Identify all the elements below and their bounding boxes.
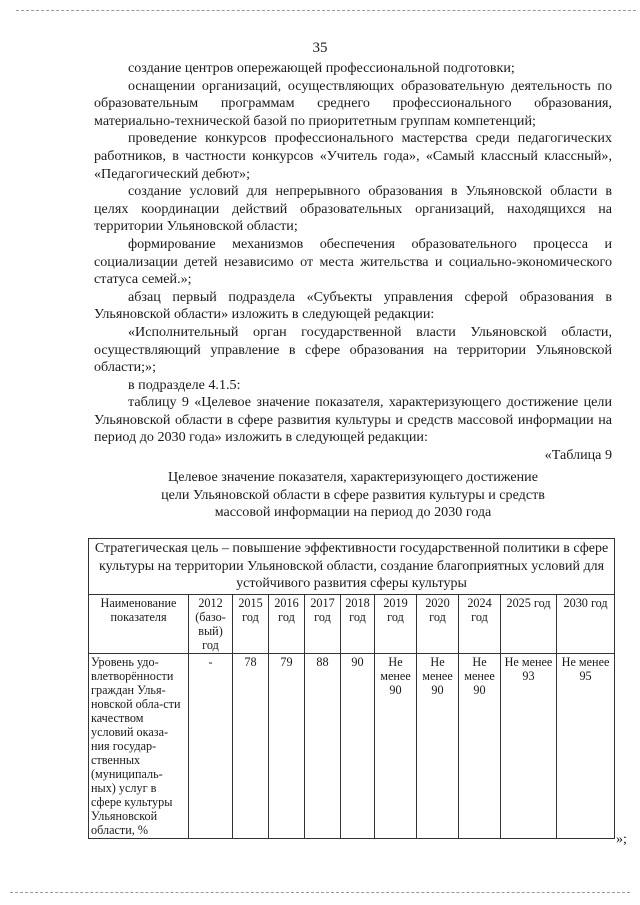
table-goal-row <box>89 539 615 595</box>
table-label: «Таблица 9 <box>544 447 612 464</box>
paragraph: в подразделе 4.1.5: <box>128 376 241 393</box>
table-row <box>89 653 615 838</box>
header-2024: 2024 год <box>459 594 501 653</box>
indicator-name: Уровень удо-влетворённости граждан Улья-новской обла-сти качеством условий оказа-ния государ-ственных (муниципаль-ных) услуг в сфере культуры Ульяновской области, % <box>89 653 189 838</box>
page-number: 35 <box>312 40 328 56</box>
value-2019: Не менее 90 <box>375 653 417 838</box>
value-2024: Не менее 90 <box>459 653 501 838</box>
value-2012: - <box>189 653 233 838</box>
value-2017: 88 <box>305 653 341 838</box>
scan-edge-bottom <box>10 892 630 893</box>
value-2020: Не менее 90 <box>417 653 459 838</box>
table-caption-line: цели Ульяновской области в сфере развития культуры и средств <box>161 486 545 503</box>
header-2012: 2012 (базо-вый) год <box>189 594 233 653</box>
value-2030: Не менее 95 <box>557 653 615 838</box>
paragraph: абзац первый подраздела «Субъекты управления сферой образования в Ульяновской области» изложить в следующей редакции: <box>94 288 612 323</box>
target-indicator-table <box>88 538 615 839</box>
strategic-goal-cell: Стратегическая цель – повышение эффективности государственной политики в сфере культуры на территории Ульяновской области, создание благоприятных условий для устойчивого развития сферы культуры <box>89 539 615 595</box>
paragraph: создание условий для непрерывного образования в Ульяновской области в целях координации действий образовательных организаций, находящихся на территории Ульяновской области; <box>94 183 612 235</box>
value-2016: 79 <box>269 653 305 838</box>
paragraph: оснащении организаций, осуществляющих образовательную деятельность по образовательным программам среднего профессионального образования, материально-технической базой по приоритетным группам компетенций; <box>94 77 612 129</box>
value-2015: 78 <box>233 653 269 838</box>
scan-edge-top <box>16 10 636 11</box>
header-2017: 2017 год <box>305 594 341 653</box>
header-2016: 2016 год <box>269 594 305 653</box>
header-indicator: Наименование показателя <box>89 594 189 653</box>
paragraph: проведение конкурсов профессионального мастерства среди педагогических работников, в частности конкурсов «Учитель года», «Самый классный классный», «Педагогический дебют»; <box>94 130 612 182</box>
paragraph: создание центров опережающей профессиональной подготовки; <box>128 60 515 76</box>
value-2025: Не менее 93 <box>501 653 557 838</box>
header-2025: 2025 год <box>501 594 557 653</box>
header-2018: 2018 год <box>341 594 375 653</box>
table-header-row <box>89 594 615 653</box>
body-text <box>94 60 612 465</box>
header-2020: 2020 год <box>417 594 459 653</box>
header-2030: 2030 год <box>557 594 615 653</box>
header-2019: 2019 год <box>375 594 417 653</box>
paragraph: формирование механизмов обеспечения образовательного процесса и социализации детей независимо от места жительства и социально-экономического статуса семей.»; <box>94 235 612 288</box>
header-2015: 2015 год <box>233 594 269 653</box>
table-caption-line: Целевое значение показателя, характеризующего достижение <box>168 469 538 485</box>
table-caption-line: массовой информации на период до 2030 года <box>214 504 492 521</box>
value-2018: 90 <box>341 653 375 838</box>
table-caption <box>94 469 612 522</box>
paragraph: «Исполнительный орган государственной власти Ульяновской области, осуществляющий управление в сфере образования на территории Ульяновской области;»; <box>94 323 612 376</box>
paragraph: таблицу 9 «Целевое значение показателя, характеризующего достижение цели Ульяновской области в сфере развития культуры и средств массовой информации на период до 2030 года» изложить в следующей редакции: <box>94 394 612 446</box>
closing-quote: »; <box>616 832 627 847</box>
